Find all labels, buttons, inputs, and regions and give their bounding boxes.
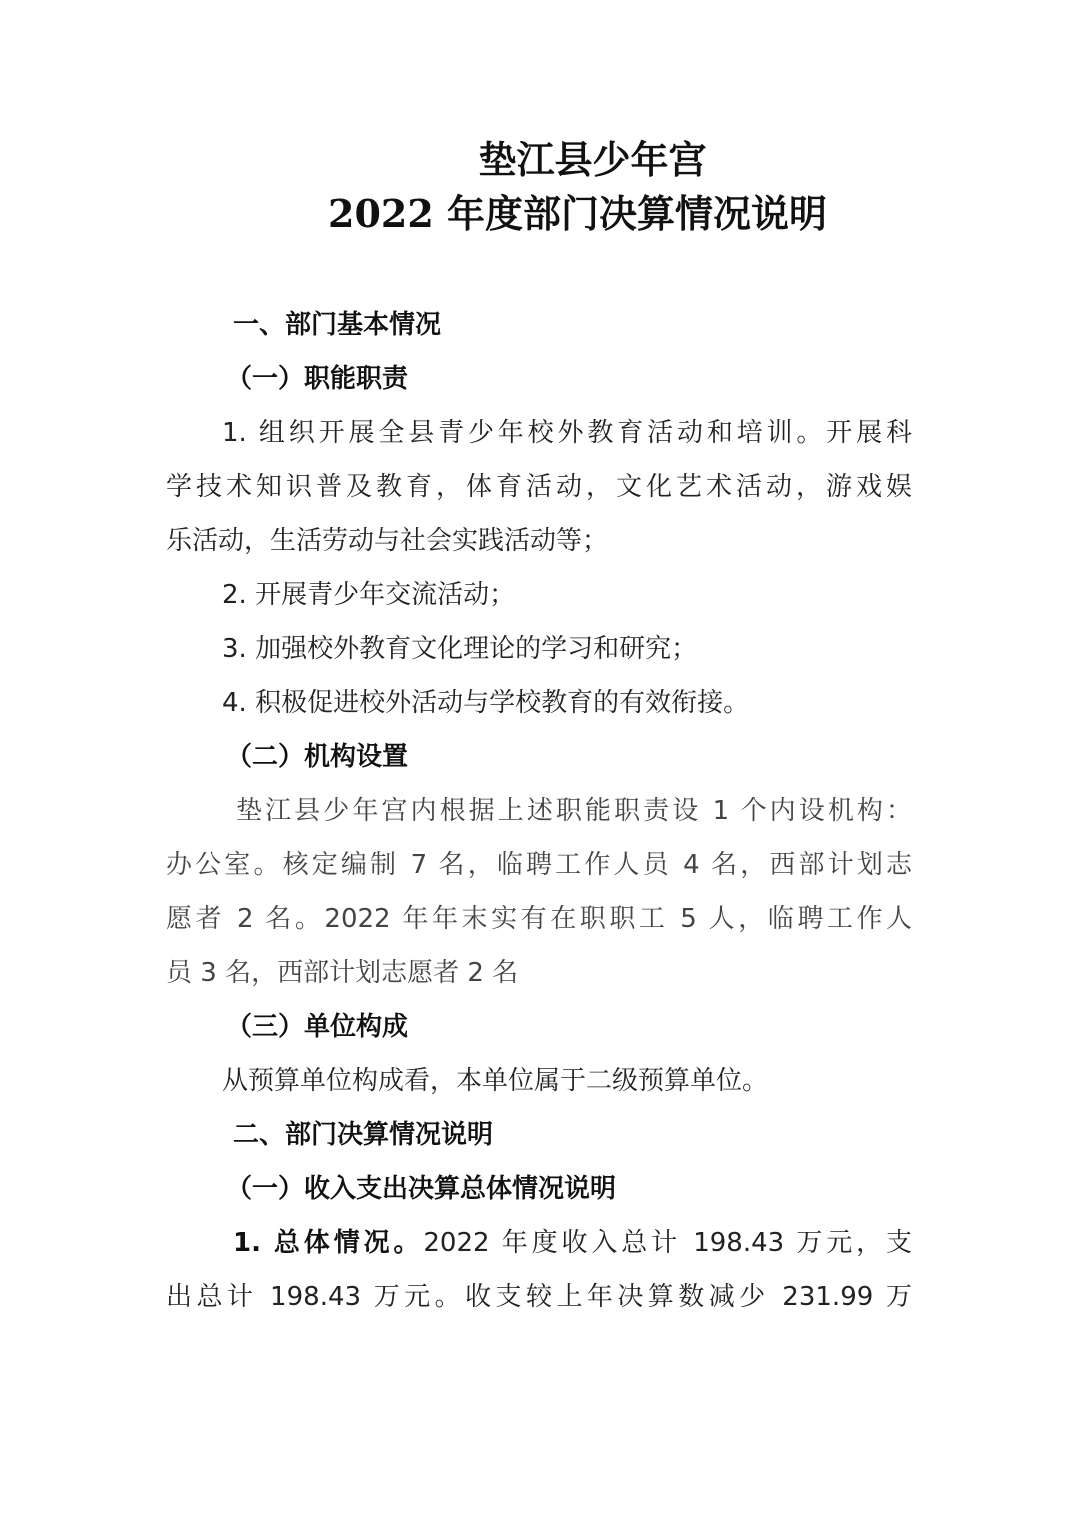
duty-item-3: 3. 加强校外教育文化理论的学习和研究；	[222, 634, 698, 664]
overall-label: 1. 总体情况。	[233, 1228, 424, 1258]
org-line-4: 员 3 名，西部计划志愿者 2 名	[166, 958, 519, 988]
overall-line-2: 出总计 198.43 万元。收支较上年决算数减少 231.99 万	[166, 1282, 912, 1312]
overall-line-1	[233, 1226, 912, 1260]
subheading-composition: （三）单位构成	[226, 1012, 409, 1042]
overall-line-1-text: 2022 年度收入总计 198.43 万元，支	[423, 1228, 912, 1258]
org-line-2: 办公室。核定编制 7 名，临聘工作人员 4 名，西部计划志	[166, 850, 912, 880]
section-heading-final-accounts: 二、部门决算情况说明	[233, 1120, 494, 1150]
subheading-income-expense-overview: （一）收入支出决算总体情况说明	[226, 1174, 617, 1204]
duty-item-2: 2. 开展青少年交流活动；	[222, 580, 516, 610]
duty-item-4: 4. 积极促进校外活动与学校教育的有效衔接。	[222, 688, 750, 718]
subheading-organization: （二）机构设置	[226, 742, 409, 772]
org-line-1: 垫江县少年宫内根据上述职能职责设 1 个内设机构：	[236, 796, 912, 826]
duty-item-1-line-1: 1. 组织开展全县青少年校外教育活动和培训。开展科	[222, 418, 912, 448]
composition-text: 从预算单位构成看，本单位属于二级预算单位。	[222, 1066, 769, 1096]
document-subtitle: 2022 年度部门决算情况说明	[328, 191, 827, 236]
subheading-duties: （一）职能职责	[226, 364, 409, 394]
duty-item-1-line-3: 乐活动，生活劳动与社会实践活动等；	[166, 526, 609, 556]
section-heading-basic-info: 一、部门基本情况	[233, 310, 442, 340]
document-title: 垫江县少年宫	[478, 137, 707, 182]
duty-item-1-line-2: 学技术知识普及教育，体育活动，文化艺术活动，游戏娱	[166, 472, 912, 502]
org-line-3: 愿者 2 名。2022 年年末实有在职职工 5 人，临聘工作人	[166, 904, 912, 934]
